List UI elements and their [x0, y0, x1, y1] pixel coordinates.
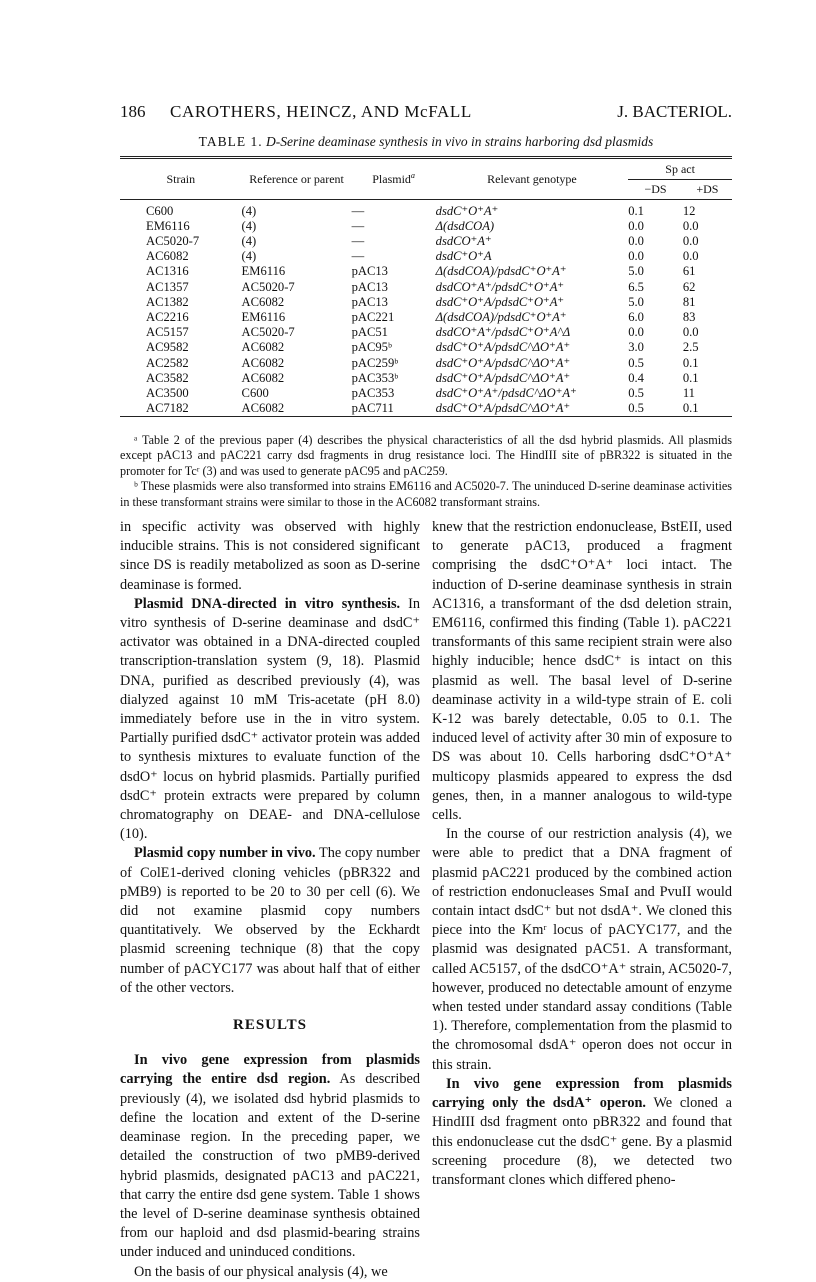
data-table — [120, 159, 732, 416]
cell-minus-ds: 0.0 — [628, 218, 644, 233]
table-footnotes — [120, 433, 732, 510]
table-1 — [120, 156, 732, 417]
cell-plasmid: pAC353 — [351, 385, 395, 400]
table-row — [120, 325, 732, 340]
left-column — [120, 518, 420, 1282]
cell-reference: AC5020-7 — [241, 279, 295, 294]
table-bottom-rule — [120, 416, 732, 417]
cell-plus-ds: 0.0 — [682, 325, 699, 340]
cell-minus-ds: 0.0 — [628, 233, 644, 248]
cell-strain: AC1382 — [146, 294, 189, 309]
cell-plus-ds: 0.0 — [682, 233, 699, 248]
cell-plus-ds: 61 — [682, 264, 696, 279]
cell-strain: AC1316 — [146, 264, 189, 279]
table-row — [120, 200, 732, 219]
table-row — [120, 310, 732, 325]
table-row — [120, 371, 732, 386]
table-title: D-Serine deaminase synthesis in vivo in strains harboring dsd plasmids — [265, 134, 654, 149]
cell-genotype: Δ(dsdCOA)/pdsdC⁺O⁺A⁺ — [435, 309, 567, 324]
left-paragraph-1: in specific activity was observed with highly inducible strains. This is not considered significant since DS is readily metabolized as soon as D-serine deaminase is formed. — [120, 519, 420, 593]
cell-plasmid: pAC353ᵇ — [351, 370, 399, 385]
section-head-in-vitro: Plasmid DNA-directed in vitro synthesis. — [134, 595, 401, 612]
cell-reference: (4) — [241, 203, 257, 218]
cell-minus-ds: 0.5 — [628, 355, 644, 370]
cell-strain: EM6116 — [146, 218, 190, 233]
col-header-reference: Reference or parent — [249, 171, 344, 186]
col-header-genotype: Relevant genotype — [487, 171, 577, 186]
table-label: TABLE 1. — [198, 134, 263, 149]
cell-genotype: dsdCO⁺A⁺ — [435, 233, 492, 248]
cell-plasmid: — — [351, 203, 365, 218]
cell-plus-ds: 0.1 — [682, 370, 699, 385]
section-head-copy-number: Plasmid copy number in vivo. — [134, 845, 316, 862]
cell-genotype: dsdC⁺O⁺A/pdsdC^ΔO⁺A⁺ — [435, 370, 571, 385]
section-head-dsda-operon: In vivo gene expression from plasmids carrying only the dsdA⁺ operon. — [432, 1075, 732, 1112]
cell-plus-ds: 0.1 — [682, 401, 699, 416]
table-row — [120, 295, 732, 310]
cell-genotype: dsdC⁺O⁺A/pdsdC⁺O⁺A⁺ — [435, 294, 565, 309]
cell-strain: AC6082 — [146, 249, 189, 264]
cell-minus-ds: 3.0 — [628, 340, 644, 355]
cell-strain: AC7182 — [146, 401, 189, 416]
cell-genotype: dsdCO⁺A⁺/pdsdC⁺O⁺A^Δ — [435, 325, 571, 340]
cell-minus-ds: 0.5 — [628, 401, 644, 416]
table-body — [120, 200, 732, 417]
cell-plasmid: pAC221 — [351, 309, 395, 324]
cell-strain: AC2216 — [146, 309, 189, 324]
right-paragraph-1: knew that the restriction endonuclease, BstEII, used to generate pAC13, produced a fragment comprising the dsdC⁺O⁺A⁺ loci intact. The induction of D-serine deaminase synthesis in strain AC1316, a transformant of the dsd deletion strain, EM6116, confirmed this finding (Table 1). pAC221 transformants of this same recipient strain were also highly inducible; hence dsdC⁺ is intact on this plasmid as well. The basal level of D-serine deaminase activity in a wild-type strain of E. coli K-12 was barely detectable, 0.05 to 0.1. The induced level of activity after 30 min of exposure to DS was about 10. Cells harboring dsdC⁺O⁺A⁺ multicopy plasmids appeared to express the dsd genes, then, in a manner analogous to wild-type cells. — [432, 519, 732, 824]
cell-genotype: dsdC⁺O⁺A — [435, 249, 492, 264]
running-authors: CAROTHERS, HEINCZ, AND McFALL — [170, 102, 472, 121]
cell-reference: (4) — [241, 218, 257, 233]
cell-strain: AC5020-7 — [146, 233, 200, 248]
table-caption — [120, 134, 732, 150]
cell-plasmid: — — [351, 249, 365, 264]
col-header-sp-act: Sp act — [628, 159, 732, 179]
cell-strain: C600 — [146, 203, 174, 218]
cell-minus-ds: 6.5 — [628, 279, 644, 294]
table-row — [120, 280, 732, 295]
journal-name: J. BACTERIOL. — [617, 102, 732, 121]
cell-plasmid: pAC13 — [351, 279, 388, 294]
cell-plus-ds: 2.5 — [682, 340, 699, 355]
cell-strain: AC2582 — [146, 355, 189, 370]
cell-strain: AC5157 — [146, 325, 189, 340]
table-row — [120, 219, 732, 234]
cell-plus-ds: 81 — [682, 294, 696, 309]
footnote-b: ᵇ These plasmids were also transformed into strains EM6116 and AC5020-7. The uninduced D-serine deaminase activities in these transformant strains were similar to those in the AC6082 transformant strains. — [120, 479, 732, 509]
table-row — [120, 249, 732, 264]
cell-reference: AC6082 — [241, 401, 285, 416]
cell-reference: AC5020-7 — [241, 325, 295, 340]
table-row — [120, 401, 732, 416]
cell-minus-ds: 0.0 — [628, 325, 644, 340]
left-paragraph-3-text: The copy number of ColE1-derived cloning vehicles (pBR322 and pMB9) is reported to be 20 to 30 per cell (6). We did not examine plasmid copy numbers quantitatively. We observed by the Eckhardt plasmid screening technique (8) that the copy number of pACYC177 was about half that of either of the other vectors. — [120, 845, 420, 996]
cell-strain: AC3500 — [146, 385, 189, 400]
table-row — [120, 356, 732, 371]
cell-genotype: Δ(dsdCOA) — [435, 218, 495, 233]
table-row — [120, 386, 732, 401]
left-paragraph-5: On the basis of our physical analysis (4), we — [134, 1263, 388, 1280]
left-paragraph-4 — [120, 1051, 420, 1262]
cell-reference: AC6082 — [241, 370, 285, 385]
cell-genotype: dsdC⁺O⁺A⁺ — [435, 203, 499, 218]
left-paragraph-2 — [120, 595, 420, 845]
cell-minus-ds: 0.5 — [628, 385, 644, 400]
left-paragraph-2-text: In vitro synthesis of D-serine deaminase and dsdC⁺ activator was obtained in a DNA-directed coupled transcription-translation system (9, 18). Plasmid DNA, purified as described previously (4), was dialyzed against 10 mM Tris-acetate (pH 8.0) immediately before use in the in vitro system. Partially purified dsdC⁺ activator protein was added to synthesis mixtures to evaluate function of the dsdO⁺ locus on hybrid plasmids. Partially purified dsdC⁺ protein extracts were prepared by column chromatography on DEAE- and DNA-cellulose (10). — [120, 595, 420, 843]
cell-plasmid: — — [351, 218, 365, 233]
footnote-a: ᵃ Table 2 of the previous paper (4) describes the physical characteristics of all the dsd hybrid plasmids. All plasmids except pAC13 and pAC221 carry dsd fragments in drug resistance loci. The HindIII site of pBR322 is situated in the promoter for Tcʳ (3) and was used to generate pAC95 and pAC259. — [120, 433, 732, 478]
cell-strain: AC9582 — [146, 340, 189, 355]
cell-plasmid: pAC13 — [351, 264, 388, 279]
cell-minus-ds: 0.1 — [628, 203, 644, 218]
running-header — [120, 102, 732, 126]
cell-strain: AC3582 — [146, 370, 189, 385]
cell-plasmid: pAC95ᵇ — [351, 340, 392, 355]
page-number: 186 — [120, 102, 146, 121]
cell-plus-ds: 0.1 — [682, 355, 699, 370]
cell-genotype: dsdC⁺O⁺A/pdsdC^ΔO⁺A⁺ — [435, 355, 571, 370]
cell-plasmid: pAC711 — [351, 401, 394, 416]
cell-minus-ds: 5.0 — [628, 294, 644, 309]
cell-plus-ds: 0.0 — [682, 218, 699, 233]
right-paragraph-2: In the course of our restriction analysis (4), we were able to predict that a DNA fragment of plasmid pAC221 produced by the combined action of restriction endonucleases SmaI and PvuII would contain intact dsdC⁺ but not dsdA⁺. We cloned this piece into the Kmʳ locus of pACYC177, and the plasmid was designated pAC51. A transformant, called AC5157, of the dsdCO⁺A⁺ strain, AC5020-7, however, produced no detectable amount of enzyme when tested under standard assay conditions (Table 1). Therefore, complementation from the plasmid to the chromosomal dsdA⁺ operon does not occur in this strain. — [432, 826, 732, 1073]
table-row — [120, 234, 732, 249]
cell-plus-ds: 62 — [682, 279, 696, 294]
cell-genotype: dsdC⁺O⁺A/pdsdC^ΔO⁺A⁺ — [435, 401, 571, 416]
col-header-plasmid: Plasmid$^a$ — [372, 170, 415, 186]
cell-minus-ds: 0.4 — [628, 370, 644, 385]
cell-plasmid: pAC259ᵇ — [351, 355, 399, 370]
cell-minus-ds: 6.0 — [628, 309, 644, 324]
cell-plasmid: pAC13 — [351, 294, 388, 309]
cell-reference: (4) — [241, 249, 257, 264]
table-row — [120, 264, 732, 279]
col-header-plus-ds: +DS — [696, 182, 719, 196]
left-paragraph-4-text: As described previously (4), we isolated dsd hybrid plasmids to define the location and extent of the D-serine deaminase region. In the preceding paper, we detailed the construction of two pMB9-derived hybrid plasmids, designated pAC13 and pAC221, that carry the entire dsd gene system. Table 1 shows the level of D-serine deaminase synthesis obtained from our haploid and dsd plasmid-bearing strains under induced and uninduced conditions. — [120, 1071, 420, 1261]
cell-genotype: dsdC⁺O⁺A/pdsdC^ΔO⁺A⁺ — [435, 340, 571, 355]
cell-genotype: dsdCO⁺A⁺/pdsdC⁺O⁺A⁺ — [435, 279, 565, 294]
col-header-strain: Strain — [166, 171, 196, 186]
cell-plus-ds: 12 — [682, 203, 696, 218]
table-row — [120, 340, 732, 355]
cell-genotype: dsdC⁺O⁺A⁺/pdsdC^ΔO⁺A⁺ — [435, 385, 577, 400]
cell-reference: AC6082 — [241, 294, 285, 309]
right-column — [432, 518, 732, 1190]
cell-reference: EM6116 — [241, 264, 286, 279]
cell-reference: EM6116 — [241, 309, 286, 324]
cell-strain: AC1357 — [146, 279, 189, 294]
cell-plasmid: — — [351, 233, 365, 248]
col-header-minus-ds: −DS — [644, 182, 667, 196]
section-head-entire-dsd: In vivo gene expression from plasmids carrying the entire dsd region. — [120, 1052, 420, 1088]
cell-reference: (4) — [241, 233, 257, 248]
cell-genotype: Δ(dsdCOA)/pdsdC⁺O⁺A⁺ — [435, 264, 567, 279]
right-paragraph-3-text: We cloned a HindIII dsd fragment onto pBR322 and found that this endonuclease cut the dsdC⁺ gene. By a plasmid screening procedure (8), we detected two transformant clones which differed pheno- — [432, 1095, 732, 1188]
cell-minus-ds: 5.0 — [628, 264, 644, 279]
cell-reference: AC6082 — [241, 340, 285, 355]
cell-plus-ds: 83 — [682, 309, 696, 324]
cell-plasmid: pAC51 — [351, 325, 388, 340]
cell-plus-ds: 0.0 — [682, 249, 699, 264]
cell-minus-ds: 0.0 — [628, 249, 644, 264]
results-heading: RESULTS — [233, 1017, 307, 1034]
left-paragraph-3 — [120, 844, 420, 998]
cell-reference: C600 — [241, 385, 269, 400]
cell-reference: AC6082 — [241, 355, 285, 370]
cell-plus-ds: 11 — [682, 385, 695, 400]
right-paragraph-3 — [432, 1075, 732, 1190]
